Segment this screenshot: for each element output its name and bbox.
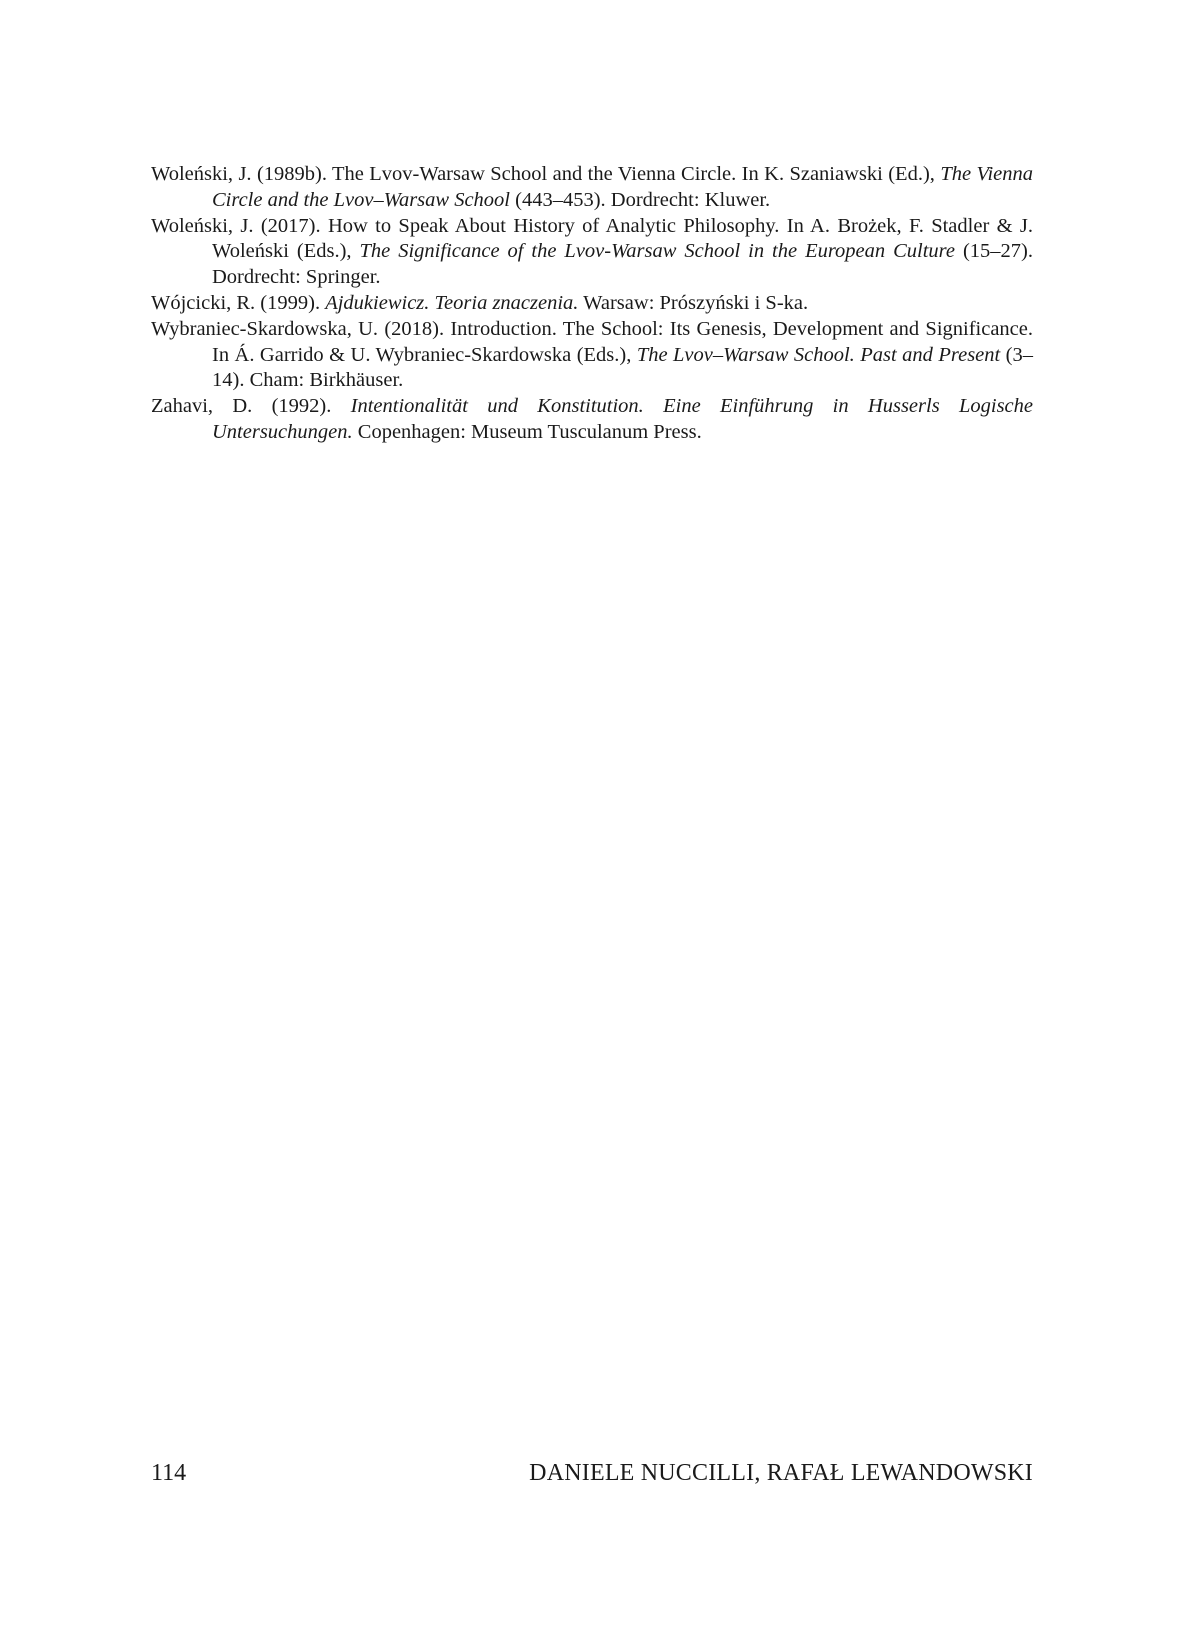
reference-entry [151,394,1033,446]
reference-title: Ajdukiewicz. Teoria znaczenia. [325,291,579,314]
reference-text: (443–453). Dordrecht: Kluwer. [510,188,771,211]
reference-entry [151,214,1033,291]
running-head: DANIELE NUCCILLI, RAFAŁ LEWANDOWSKI [529,1460,1033,1486]
reference-text: (15–27). Dordrecht: Springer. [212,240,1033,289]
page-footer [151,1456,1033,1490]
reference-list [151,162,1033,446]
reference-text: Warsaw: Prószyński i S-ka. [578,291,809,314]
reference-entry [151,162,1033,214]
reference-text: (3–14). Cham: Birkhäuser. [212,343,1034,392]
reference-text: Wójcicki, R. (1999). [151,291,326,314]
page-number: 114 [151,1460,187,1486]
reference-title: Intentionalität und Konstitution. Eine Einführung in Husserls Logische Untersuchungen. [212,395,1034,443]
reference-text: Copenhagen: Museum Tusculanum Press. [352,420,702,443]
reference-text: Zahavi, D. (1992). [151,395,351,418]
reference-text: Wybraniec-Skardowska, U. (2018). Introduction. The School: Its Genesis, Development and Significance. In Á. Garrido & U. Wybraniec-Skardowska (Eds.), [151,317,1033,366]
reference-text: Woleński, J. (1989b). The Lvov-Warsaw School and the Vienna Circle. In K. Szaniawski (Ed.), [151,163,941,185]
reference-text: Woleński, J. (2017). How to Speak About History of Analytic Philosophy. In A. Brożek, F. Stadler & J. Woleński (Eds.), [151,214,1033,263]
reference-entry [151,291,1033,317]
reference-title: The Significance of the Lvov-Warsaw School in the European Culture [359,240,955,263]
reference-entry [151,317,1033,394]
reference-title: The Lvov–Warsaw School. Past and Present [636,343,1001,366]
reference-title: The Vienna Circle and the Lvov–Warsaw School [212,163,1034,211]
